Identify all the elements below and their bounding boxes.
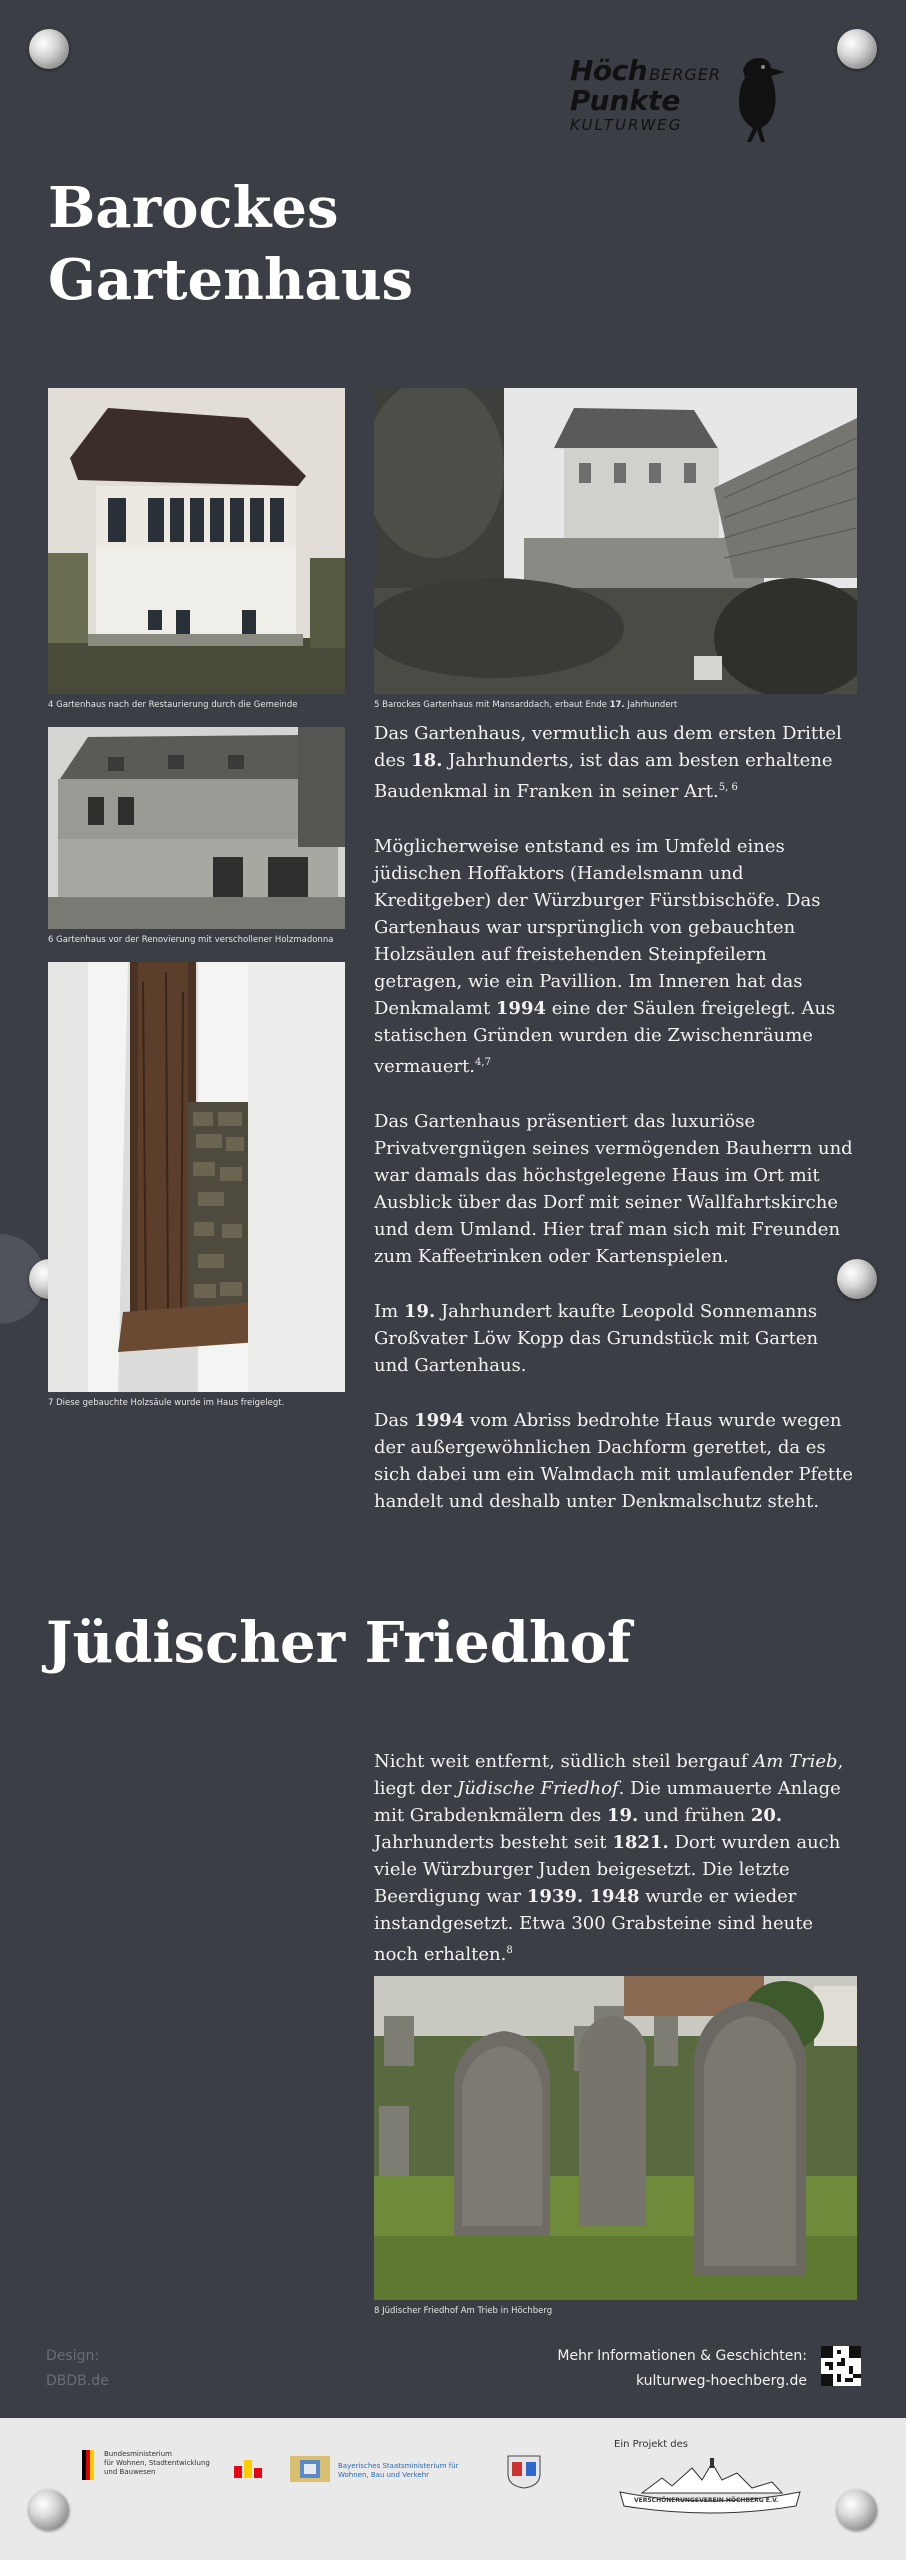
markt-hoechberg-crest — [504, 2454, 544, 2494]
section-title-friedhof: Jüdischer Friedhof — [46, 1610, 632, 1676]
gartenhaus-body-text — [374, 720, 857, 1543]
photo-gartenhaus-restored — [48, 388, 345, 694]
logo-line2: Punkte — [570, 84, 681, 117]
photo-wooden-column — [48, 962, 345, 1392]
verein-name: VERSCHÖNERUNGSVEREIN HÖCHBERG E.V. — [634, 2497, 779, 2504]
raven-icon — [725, 50, 795, 144]
photo-jewish-cemetery — [374, 1976, 857, 2300]
qr-code[interactable] — [821, 2346, 861, 2386]
title-line1: Barockes — [48, 175, 339, 241]
bayern-logo: Bayerisches Staatsministerium für Wohnen, Bau und Verkehr — [290, 2456, 330, 2486]
paragraph-4: Im 19. Jahrhundert kaufte Leopold Sonnemanns Großvater Löw Kopp das Grundstück mit Garten und Gartenhaus. — [374, 1301, 819, 1376]
kulturweg-logo — [570, 54, 800, 146]
paragraph-2: Möglicherweise entstand es im Umfeld eines jüdischen Hoffaktors (Handelsmann und Kreditgeber) der Würzburger Fürstbischöfe. Das Gartenhaus war ursprünglich von gebauchten Holzsäulen auf freistehenden Steinpfeilern getragen, wie ein Pavillion. Im Inneren hat das Denkmalamt 1994 eine der Säulen freigelegt. Aus statischen Gründen wurden die Zwischenräume vermauert.$^{4,7}$ — [374, 836, 836, 1077]
project-label: Ein Projekt des — [614, 2439, 689, 2450]
section-title-gartenhaus — [48, 172, 548, 316]
caption-4: 4 Gartenhaus nach der Restaurierung durch die Gemeinde — [48, 700, 298, 710]
friedhof-paragraph: Nicht weit entfernt, südlich steil bergauf Am Trieb, liegt der Jüdische Friedhof. Die ummauerte Anlage mit Grabdenkmälern des 19. und frühen 20. Jahrhunderts besteht seit 1821. Dort wurden auch viele Würzburger Juden beigesetzt. Die letzte Beerdigung war 1939. 1948 wurde er wieder instandgesetzt. Etwa 300 Grabsteine sind heute noch erhalten.$^8$ — [374, 1751, 844, 1965]
caption-6: 6 Gartenhaus vor der Renovierung mit verschollener Holzmadonna — [48, 935, 334, 945]
friedhof-body-text — [374, 1748, 857, 1996]
sponsor-footer — [0, 2418, 906, 2560]
staedtebau-logo — [232, 2458, 266, 2484]
caption-7: 7 Diese gebauchte Holzsäule wurde im Haus freigelegt. — [48, 1398, 285, 1408]
screw-top-right — [837, 29, 877, 69]
eagle-icon — [82, 2450, 96, 2480]
design-value: DBDB.de — [46, 2373, 109, 2389]
paragraph-3: Das Gartenhaus präsentiert das luxuriöse Privatvergnügen seines vermögenden Bauherrn und war damals das höchstgelegene Haus im Ort mit Ausblick über das Dorf mit seiner Wallfahrtskirche und dem Umland. Hier traf man sich mit Freunden zum Kaffeetrinken oder Kartenspielen. — [374, 1111, 853, 1267]
caption-5: 5 Barockes Gartenhaus mit Mansarddach, erbaut Ende 17. Jahrhundert — [374, 700, 678, 710]
logo-line1a: Höch — [570, 54, 648, 87]
screw-bottom-left — [29, 2490, 69, 2530]
logo-line1b: BERGER — [649, 65, 722, 84]
town-crest-icon — [504, 2454, 544, 2490]
photo-gartenhaus-before-renovation — [48, 727, 345, 929]
bund-logo: Bundesministerium für Wohnen, Stadtentwicklung und Bauwesen — [82, 2450, 96, 2484]
logo-line3: KULTURWEG — [570, 116, 683, 134]
paragraph-5: Das 1994 vom Abriss bedrohte Haus wurde wegen der außergewöhnlichen Dachform gerettet, da es sich dabei um ein Walmdach mit umlaufender Pfette handelt und deshalb unter Denkmalschutz steht. — [374, 1410, 854, 1512]
more-info-label: Mehr Informationen & Geschichten: — [557, 2348, 807, 2364]
title-line2: Gartenhaus — [48, 247, 414, 313]
screw-top-left — [29, 29, 69, 69]
design-label: Design: — [46, 2348, 100, 2364]
paragraph-1: Das Gartenhaus, vermutlich aus dem ersten Drittel des 18. Jahrhunderts, ist das am besten erhaltene Baudenkmal in Franken in seiner Art.$^{5, 6}$ — [374, 723, 842, 802]
bavaria-crest-icon — [290, 2456, 330, 2482]
more-info-url[interactable]: kulturweg-hoechberg.de — [635, 2373, 807, 2389]
verein-logo — [612, 2458, 808, 2518]
photo-gartenhaus-mansard — [374, 388, 857, 694]
screw-bottom-right — [837, 2490, 877, 2530]
caption-8: 8 Jüdischer Friedhof Am Trieb in Höchberg — [374, 2306, 553, 2316]
